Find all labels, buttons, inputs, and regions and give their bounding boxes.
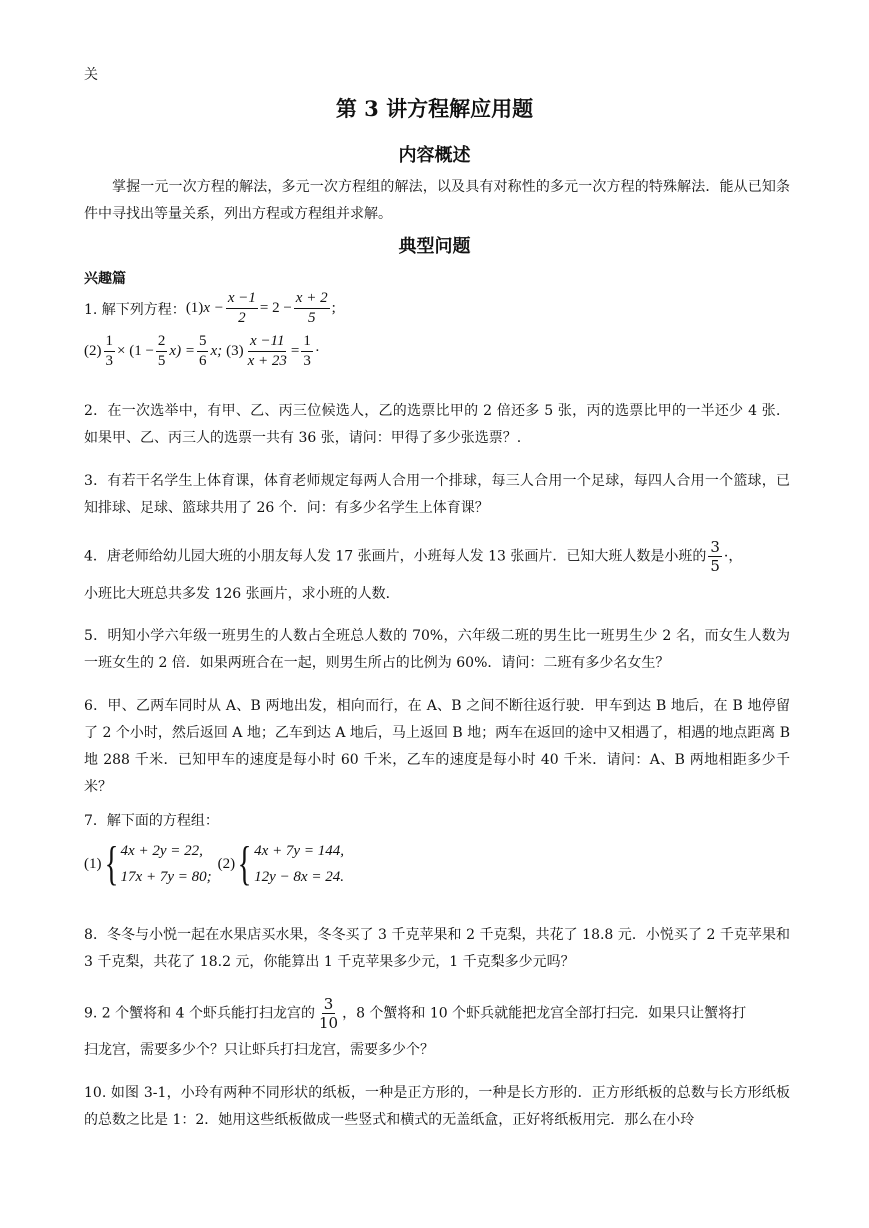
eq2-part-c: x; — [210, 343, 223, 359]
page-title: 第 3 讲方程解应用题 — [335, 96, 534, 121]
system-2 — [235, 838, 344, 890]
eq1-fraction-2-den: 5 — [307, 310, 316, 326]
eq1-fraction-2 — [294, 290, 330, 327]
overview-paragraph: 掌握一元一次方程的解法，多元一次方程组的解法，以及具有对称性的多元一次方程的特殊解法．能从已知条件中寻找出等量关系，列出方程或方程组并求解。 — [84, 179, 790, 222]
question-9-fraction-den: 10 — [318, 1014, 339, 1032]
system-1-equations — [121, 838, 212, 890]
question-2: 2．在一次选举中，有甲、乙、丙三位候选人，乙的选票比甲的 2 倍还多 5 张，丙的选票比甲的一半还少 4 张．如果甲、乙、丙三人的选票一共有 36 张，请问：甲得了多少张选票？. — [84, 403, 790, 446]
section-label: 兴趣篇 — [84, 271, 126, 287]
question-9-text-a: 9. 2 个蟹将和 4 个虾兵能打扫龙宫的 — [84, 1005, 315, 1022]
system-1-eq-1: 4x + 2y = 22, — [120, 843, 203, 859]
corner-mark: 关 — [84, 67, 98, 83]
eq2-fraction-3-num: 5 — [197, 333, 209, 352]
eq3-fraction-1-num: x −11 — [248, 333, 286, 352]
eq1-label: (1) — [185, 300, 204, 316]
eq2-fraction-3 — [197, 333, 209, 370]
question-8: 8．冬冬与小悦一起在水果店买水果，冬冬买了 3 千克苹果和 2 千克梨，共花了 18.8 元．小悦买了 2 千克苹果和 3 千克梨，共花了 18.2 元，你能算出 1 千克苹果多少元，1 千克梨多少元吗？ — [84, 927, 790, 970]
question-1-line-2 — [84, 333, 336, 370]
system-2-eq-2: 12y − 8x = 24. — [254, 869, 344, 885]
eq3-fraction-2 — [301, 333, 313, 370]
eq1-end: ; — [331, 300, 336, 316]
system-2-eq-1: 4x + 7y = 144, — [254, 843, 344, 859]
eq3-fraction-1 — [246, 333, 289, 370]
question-9-text-b: ，8 个蟹将和 10 个虾兵就能把龙宫全部打扫完．如果只让蟹将打 — [342, 1005, 747, 1022]
eq2-fraction-2 — [156, 333, 168, 370]
question-4 — [84, 538, 790, 575]
system-2-equations — [254, 838, 344, 890]
question-3: 3．有若干名学生上体育课，体育老师规定每两人合用一个排球，每三人合用一个足球，每四人合用一个篮球，已知排球、足球、篮球共用了 26 个．问：有多少名学生上体育课？ — [84, 473, 790, 516]
question-4-text-a: 4．唐老师给幼儿园大班的小朋友每人发 17 张画片，小班每人发 13 张画片．已知大班人数是小班的 — [84, 548, 707, 565]
eq2-fraction-1 — [104, 333, 116, 370]
question-9 — [84, 995, 790, 1032]
eq3-fraction-2-den: 3 — [303, 353, 311, 369]
eq2-fraction-2-num: 2 — [156, 333, 168, 352]
question-4-fraction-num: 3 — [710, 538, 720, 556]
question-9-fraction — [317, 995, 340, 1032]
eq2-fraction-2-den: 5 — [157, 353, 166, 369]
system-1-label: (1) — [84, 855, 102, 872]
eq2-label: (2) — [84, 343, 102, 359]
question-4-continued: 小班比大班总共多发 126 张画片，求小班的人数． — [84, 586, 400, 602]
overview-heading: 内容概述 — [398, 145, 471, 166]
system-2-label: (2) — [217, 855, 236, 872]
eq3-fraction-2-num: 1 — [301, 333, 313, 352]
eq1-fraction-2-num: x + 2 — [294, 290, 330, 309]
question-7-systems-line — [84, 838, 344, 890]
typical-heading: 典型问题 — [398, 236, 471, 257]
eq1-part-b: = 2 − — [259, 300, 292, 316]
system-1 — [102, 838, 212, 890]
question-5: 5．明知小学六年级一班男生的人数占全班总人数的 70%，六年级二班的男生比一班男生少 2 名，而女生人数为一班女生的 2 倍．如果两班合在一起，则男生所占的比例为 60%．请问：二班有多少名女生？ — [84, 628, 790, 671]
question-4-fraction-den: 5 — [710, 557, 720, 575]
question-9-continued: 扫龙宫，需要多少个？只让虾兵打扫龙宫，需要多少个？ — [84, 1042, 434, 1058]
question-4-fraction — [708, 538, 722, 575]
question-4-text-b: ·， — [723, 548, 743, 565]
eq2-part-a: × (1 − — [117, 343, 154, 359]
question-9-fraction-num: 3 — [323, 995, 334, 1013]
eq2-fraction-1-num: 1 — [104, 333, 116, 352]
question-7-lead: 7．解下面的方程组： — [84, 813, 219, 829]
eq1-fraction-1-den: 2 — [238, 310, 246, 326]
question-7-systems — [84, 838, 344, 890]
question-6: 6．甲、乙两车同时从 A、B 两地出发，相向而行，在 A、B 之间不断往返行驶．甲车到达 B 地后，在 B 地停留了 2 个小时，然后返回 A 地；乙车到达 A 地后，马上返回 B 地；两车在返回的途中又相遇了，相遇的地点距离 B 地 288 千米．已知甲车的速度是每小时 60 千米，乙车的速度是每小时 40 千米．请问：A、B 两地相距多少千米？ — [84, 698, 790, 795]
system-2-brace: { — [237, 837, 252, 890]
question-10: 10. 如图 3-1，小玲有两种不同形状的纸板，一种是正方形的，一种是长方形的．正方形纸板的总数与长方形纸板的总数之比是 1：2．她用这些纸板做成一些竖式和横式的无盖纸盒，正好将纸板用完．那么在小玲 — [84, 1085, 790, 1128]
eq1-part-a: x − — [203, 300, 224, 316]
question-1-line-1 — [84, 290, 336, 327]
question-1 — [84, 290, 336, 370]
eq2-fraction-1-den: 3 — [105, 353, 113, 369]
eq2-fraction-3-den: 6 — [198, 353, 207, 369]
question-1-lead: 1. 解下列方程： — [84, 301, 186, 318]
system-1-eq-2: 17x + 7y = 80; — [120, 869, 212, 885]
eq3-equals: = — [290, 343, 300, 359]
system-1-brace: { — [104, 837, 118, 890]
eq3-end: · — [314, 343, 320, 359]
eq1-fraction-1-num: x −1 — [226, 290, 258, 309]
eq1-fraction-1 — [226, 290, 258, 327]
eq2-part-b: x) = — [169, 343, 195, 359]
eq3-fraction-1-den: x + 23 — [247, 353, 287, 369]
eq3-label: (3) — [226, 343, 244, 359]
